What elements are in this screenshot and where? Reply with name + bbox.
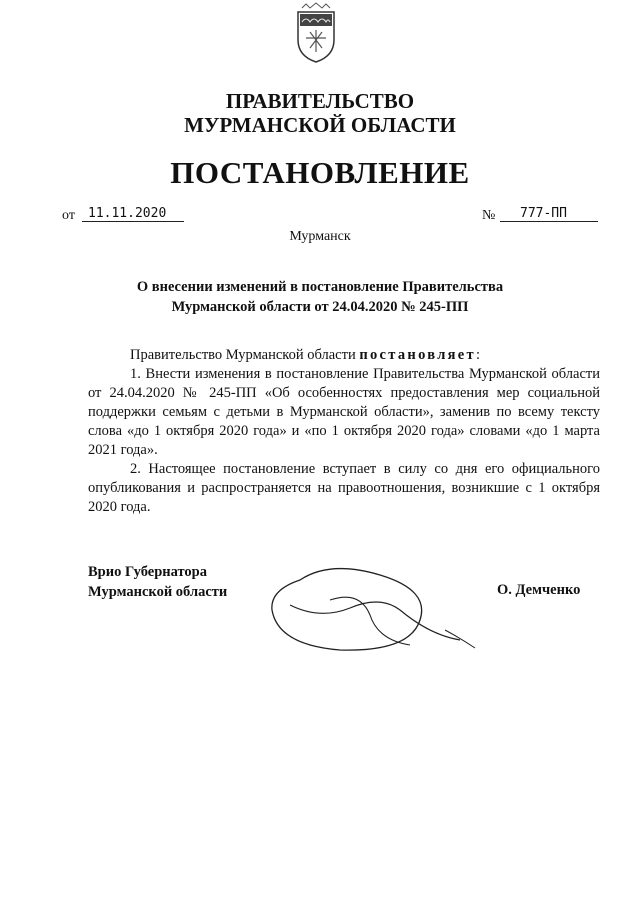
authority-name-line1: ПРАВИТЕЛЬСТВО — [225, 89, 415, 113]
number-prefix: № — [482, 208, 496, 223]
document-subject — [120, 277, 520, 317]
document-type-title: ПОСТАНОВЛЕНИЕ — [170, 155, 470, 190]
subject-line1: О внесении изменений в постановление Правительства — [136, 279, 504, 295]
handwritten-signature — [260, 550, 490, 670]
authority-name-line2: МУРМАНСКОЙ ОБЛАСТИ — [184, 113, 456, 137]
signatory-role-line1: Врио Губернатора — [88, 564, 207, 580]
date-prefix: от — [62, 208, 75, 223]
decree-word: постановляет — [359, 347, 476, 363]
coat-of-arms-icon — [292, 2, 340, 66]
city-name: Мурманск — [289, 229, 351, 244]
document-number: 777-ПП — [500, 206, 598, 222]
decree-item-2: 2. Настоящее постановление вступает в силу со дня его официального опубликования и распространяется на правоотношения, возникшие с 1 октября 2020 года. — [88, 461, 600, 515]
decree-intro-paragraph — [88, 346, 600, 365]
document-date: 11.11.2020 — [82, 206, 184, 222]
signatory-role-line2: Мурманской области — [88, 584, 228, 600]
signatory-name: О. Демченко — [497, 582, 581, 598]
subject-line2: Мурманской области от 24.04.2020 № 245-ПП — [171, 299, 469, 315]
document-body — [88, 346, 600, 517]
decree-colon: : — [475, 347, 480, 363]
decree-intro: Правительство Мурманской области — [130, 347, 356, 363]
signatory-role — [88, 562, 227, 602]
decree-item-1: 1. Внести изменения в постановление Правительства Мурманской области от 24.04.2020 № 245-ПП «Об особенностях предоставления мер социальной поддержки семьям с детьми в Мурманской области», заменив по всему тексту слова «до 1 октября 2020 года» и «по 1 октября 2020 года» словами «до 1 марта 2021 года». — [88, 366, 600, 458]
